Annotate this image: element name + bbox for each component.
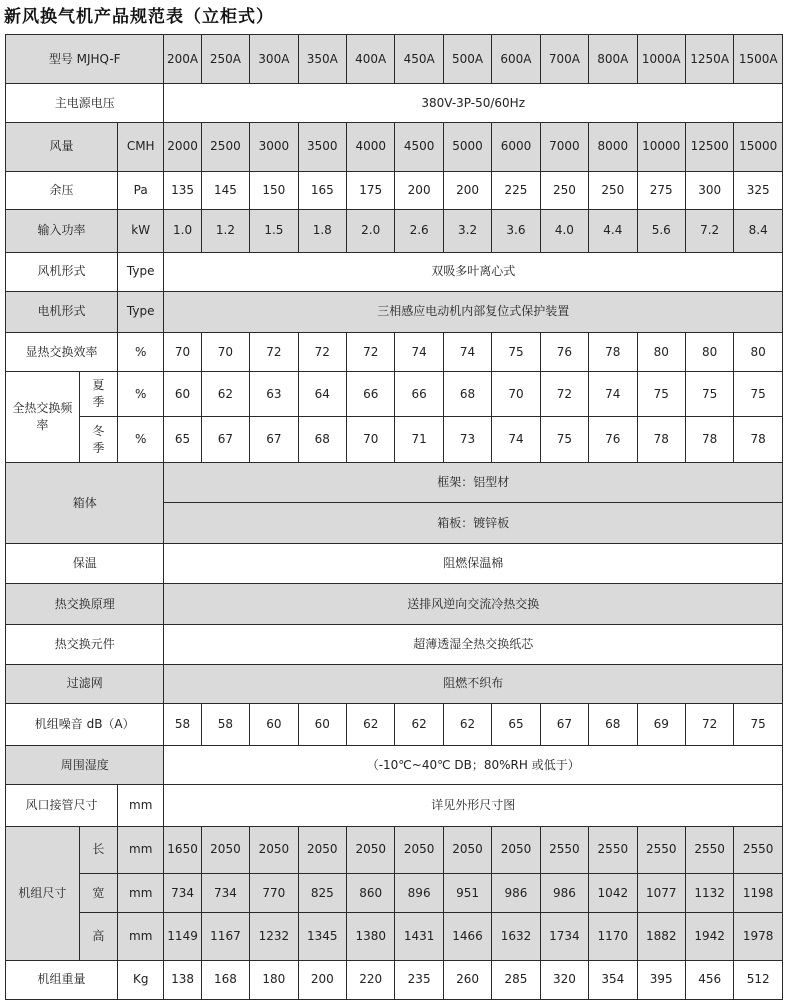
weight-unit: Kg <box>118 960 164 999</box>
summer-cell: 72 <box>540 372 588 417</box>
width-cell: 1042 <box>589 874 637 913</box>
winter-cell: 74 <box>492 417 540 462</box>
sensible-eff-cell: 80 <box>734 332 783 371</box>
height-label: 高 <box>79 913 117 960</box>
width-cell: 1132 <box>685 874 733 913</box>
length-unit: mm <box>118 826 164 873</box>
filter-value: 阻燃不织布 <box>164 664 783 703</box>
spec-table <box>5 34 783 1000</box>
width-cell: 1077 <box>637 874 685 913</box>
noise-cell: 62 <box>443 704 491 746</box>
airflow-cell: 8000 <box>589 122 637 171</box>
weight-cell: 320 <box>540 960 588 999</box>
width-cell: 734 <box>201 874 249 913</box>
height-cell: 1167 <box>201 913 249 960</box>
weight-cell: 354 <box>589 960 637 999</box>
input-power-cell: 1.8 <box>298 210 346 252</box>
exchange-element-row <box>6 624 783 664</box>
sensible-eff-row <box>6 332 783 371</box>
noise-cell: 68 <box>589 704 637 746</box>
ambient-value: （-10℃~40℃ DB；80%RH 或低于） <box>164 746 783 785</box>
total-heat-summer-row <box>6 372 783 417</box>
noise-cell: 67 <box>540 704 588 746</box>
summer-cell: 75 <box>734 372 783 417</box>
sensible-eff-cell: 75 <box>492 332 540 371</box>
input-power-cell: 7.2 <box>685 210 733 252</box>
duct-size-row <box>6 785 783 826</box>
model-cell: 1250A <box>685 35 733 84</box>
weight-cell: 168 <box>201 960 249 999</box>
static-pressure-cell: 325 <box>734 172 783 210</box>
length-cell: 1650 <box>164 826 201 873</box>
airflow-cell: 7000 <box>540 122 588 171</box>
weight-cell: 180 <box>250 960 298 999</box>
sensible-eff-cell: 80 <box>685 332 733 371</box>
width-cell: 770 <box>250 874 298 913</box>
width-cell: 986 <box>540 874 588 913</box>
input-power-row <box>6 210 783 252</box>
sensible-eff-unit: % <box>118 332 164 371</box>
winter-cell: 73 <box>443 417 491 462</box>
weight-cell: 200 <box>298 960 346 999</box>
insulation-label: 保温 <box>6 544 164 584</box>
motor-type-label: 电机形式 <box>6 291 118 332</box>
summer-cell: 64 <box>298 372 346 417</box>
summer-cell: 63 <box>250 372 298 417</box>
total-heat-label: 全热交换频率 <box>6 372 80 463</box>
noise-label: 机组噪音 dB（A） <box>6 704 164 746</box>
input-power-unit: kW <box>118 210 164 252</box>
length-cell: 2050 <box>395 826 443 873</box>
summer-cell: 60 <box>164 372 201 417</box>
duct-size-unit: mm <box>118 785 164 826</box>
width-cell: 734 <box>164 874 201 913</box>
model-cell: 500A <box>443 35 491 84</box>
sensible-eff-cell: 70 <box>201 332 249 371</box>
total-heat-winter-row <box>6 417 783 462</box>
static-pressure-row <box>6 172 783 210</box>
airflow-cell: 4000 <box>347 122 395 171</box>
noise-cell: 75 <box>734 704 783 746</box>
static-pressure-cell: 300 <box>685 172 733 210</box>
summer-cell: 66 <box>395 372 443 417</box>
length-cell: 2050 <box>492 826 540 873</box>
height-cell: 1734 <box>540 913 588 960</box>
static-pressure-cell: 250 <box>540 172 588 210</box>
casing-frame-row <box>6 462 783 502</box>
summer-cell: 62 <box>201 372 249 417</box>
static-pressure-cell: 225 <box>492 172 540 210</box>
height-cell: 1149 <box>164 913 201 960</box>
airflow-label: 风量 <box>6 122 118 171</box>
summer-cell: 75 <box>685 372 733 417</box>
winter-cell: 68 <box>298 417 346 462</box>
weight-cell: 260 <box>443 960 491 999</box>
dimensions-label: 机组尺寸 <box>6 826 80 960</box>
model-label: 型号 MJHQ-F <box>6 35 164 84</box>
input-power-cell: 2.0 <box>347 210 395 252</box>
length-cell: 2050 <box>443 826 491 873</box>
length-cell: 2550 <box>734 826 783 873</box>
input-power-cell: 4.4 <box>589 210 637 252</box>
input-power-cell: 1.0 <box>164 210 201 252</box>
height-cell: 1380 <box>347 913 395 960</box>
noise-cell: 65 <box>492 704 540 746</box>
length-cell: 2550 <box>589 826 637 873</box>
summer-cell: 66 <box>347 372 395 417</box>
static-pressure-cell: 145 <box>201 172 249 210</box>
noise-row <box>6 704 783 746</box>
airflow-cell: 3500 <box>298 122 346 171</box>
airflow-unit: CMH <box>118 122 164 171</box>
exchange-principle-row <box>6 584 783 624</box>
width-cell: 1198 <box>734 874 783 913</box>
airflow-cell: 15000 <box>734 122 783 171</box>
noise-cell: 58 <box>164 704 201 746</box>
casing-panel: 箱板：镀锌板 <box>164 503 783 544</box>
length-cell: 2050 <box>347 826 395 873</box>
exchange-principle-label: 热交换原理 <box>6 584 164 624</box>
winter-cell: 70 <box>347 417 395 462</box>
static-pressure-cell: 175 <box>347 172 395 210</box>
fan-type-label: 风机形式 <box>6 252 118 291</box>
filter-row <box>6 664 783 703</box>
static-pressure-cell: 200 <box>395 172 443 210</box>
sensible-eff-cell: 70 <box>164 332 201 371</box>
noise-cell: 72 <box>685 704 733 746</box>
static-pressure-cell: 135 <box>164 172 201 210</box>
length-cell: 2550 <box>637 826 685 873</box>
weight-cell: 395 <box>637 960 685 999</box>
casing-label: 箱体 <box>6 462 164 543</box>
airflow-cell: 6000 <box>492 122 540 171</box>
model-cell: 1000A <box>637 35 685 84</box>
noise-cell: 60 <box>298 704 346 746</box>
height-cell: 1978 <box>734 913 783 960</box>
height-unit: mm <box>118 913 164 960</box>
width-label: 宽 <box>79 874 117 913</box>
exchange-element-label: 热交换元件 <box>6 624 164 664</box>
length-cell: 2050 <box>298 826 346 873</box>
width-cell: 951 <box>443 874 491 913</box>
height-cell: 1942 <box>685 913 733 960</box>
width-cell: 986 <box>492 874 540 913</box>
airflow-cell: 3000 <box>250 122 298 171</box>
sensible-eff-cell: 76 <box>540 332 588 371</box>
dimension-width-row <box>6 874 783 913</box>
weight-cell: 220 <box>347 960 395 999</box>
ambient-row <box>6 746 783 785</box>
model-cell: 200A <box>164 35 201 84</box>
width-unit: mm <box>118 874 164 913</box>
height-cell: 1466 <box>443 913 491 960</box>
input-power-cell: 1.2 <box>201 210 249 252</box>
sensible-eff-cell: 72 <box>298 332 346 371</box>
winter-cell: 71 <box>395 417 443 462</box>
power-supply-value: 380V-3P-50/60Hz <box>164 84 783 122</box>
noise-cell: 58 <box>201 704 249 746</box>
model-cell: 600A <box>492 35 540 84</box>
weight-cell: 512 <box>734 960 783 999</box>
summer-cell: 68 <box>443 372 491 417</box>
weight-label: 机组重量 <box>6 960 118 999</box>
weight-row <box>6 960 783 999</box>
insulation-value: 阻燃保温棉 <box>164 544 783 584</box>
model-cell: 400A <box>347 35 395 84</box>
summer-cell: 70 <box>492 372 540 417</box>
model-cell: 300A <box>250 35 298 84</box>
static-pressure-unit: Pa <box>118 172 164 210</box>
noise-cell: 62 <box>395 704 443 746</box>
input-power-cell: 4.0 <box>540 210 588 252</box>
model-cell: 350A <box>298 35 346 84</box>
dimension-height-row <box>6 913 783 960</box>
exchange-principle-value: 送排风逆向交流冷热交换 <box>164 584 783 624</box>
sensible-eff-cell: 72 <box>347 332 395 371</box>
summer-cell: 74 <box>589 372 637 417</box>
model-cell: 250A <box>201 35 249 84</box>
sensible-eff-cell: 80 <box>637 332 685 371</box>
height-cell: 1431 <box>395 913 443 960</box>
length-cell: 2050 <box>250 826 298 873</box>
winter-label: 冬季 <box>79 417 117 462</box>
airflow-cell: 10000 <box>637 122 685 171</box>
filter-label: 过滤网 <box>6 664 164 703</box>
sensible-eff-label: 显热交换效率 <box>6 332 118 371</box>
width-cell: 896 <box>395 874 443 913</box>
weight-cell: 235 <box>395 960 443 999</box>
airflow-row <box>6 122 783 171</box>
input-power-label: 输入功率 <box>6 210 118 252</box>
length-cell: 2550 <box>685 826 733 873</box>
height-cell: 1345 <box>298 913 346 960</box>
winter-unit: % <box>118 417 164 462</box>
motor-type-value: 三相感应电动机内部复位式保护装置 <box>164 291 783 332</box>
width-cell: 860 <box>347 874 395 913</box>
static-pressure-label: 余压 <box>6 172 118 210</box>
static-pressure-cell: 275 <box>637 172 685 210</box>
fan-type-value: 双吸多叶离心式 <box>164 252 783 291</box>
model-cell: 800A <box>589 35 637 84</box>
power-supply-row <box>6 84 783 122</box>
winter-cell: 78 <box>637 417 685 462</box>
sensible-eff-cell: 78 <box>589 332 637 371</box>
insulation-row <box>6 544 783 584</box>
model-cell: 450A <box>395 35 443 84</box>
exchange-element-value: 超薄透湿全热交换纸芯 <box>164 624 783 664</box>
model-row <box>6 35 783 84</box>
noise-cell: 60 <box>250 704 298 746</box>
weight-cell: 456 <box>685 960 733 999</box>
summer-label: 夏季 <box>79 372 117 417</box>
static-pressure-cell: 200 <box>443 172 491 210</box>
dimension-length-row <box>6 826 783 873</box>
winter-cell: 76 <box>589 417 637 462</box>
airflow-cell: 4500 <box>395 122 443 171</box>
duct-size-value: 详见外形尺寸图 <box>164 785 783 826</box>
height-cell: 1232 <box>250 913 298 960</box>
winter-cell: 78 <box>734 417 783 462</box>
static-pressure-cell: 165 <box>298 172 346 210</box>
sensible-eff-cell: 72 <box>250 332 298 371</box>
input-power-cell: 8.4 <box>734 210 783 252</box>
winter-cell: 65 <box>164 417 201 462</box>
length-cell: 2050 <box>201 826 249 873</box>
input-power-cell: 1.5 <box>250 210 298 252</box>
width-cell: 825 <box>298 874 346 913</box>
static-pressure-cell: 150 <box>250 172 298 210</box>
airflow-cell: 2500 <box>201 122 249 171</box>
sensible-eff-cell: 74 <box>443 332 491 371</box>
fan-type-unit: Type <box>118 252 164 291</box>
airflow-cell: 2000 <box>164 122 201 171</box>
height-cell: 1632 <box>492 913 540 960</box>
motor-type-row <box>6 291 783 332</box>
weight-cell: 285 <box>492 960 540 999</box>
height-cell: 1882 <box>637 913 685 960</box>
winter-cell: 78 <box>685 417 733 462</box>
summer-unit: % <box>118 372 164 417</box>
airflow-cell: 5000 <box>443 122 491 171</box>
noise-cell: 69 <box>637 704 685 746</box>
power-supply-label: 主电源电压 <box>6 84 164 122</box>
winter-cell: 67 <box>201 417 249 462</box>
model-cell: 700A <box>540 35 588 84</box>
fan-type-row <box>6 252 783 291</box>
input-power-cell: 3.2 <box>443 210 491 252</box>
static-pressure-cell: 250 <box>589 172 637 210</box>
summer-cell: 75 <box>637 372 685 417</box>
airflow-cell: 12500 <box>685 122 733 171</box>
sensible-eff-cell: 74 <box>395 332 443 371</box>
input-power-cell: 3.6 <box>492 210 540 252</box>
noise-cell: 62 <box>347 704 395 746</box>
ambient-label: 周围湿度 <box>6 746 164 785</box>
casing-frame: 框架：铝型材 <box>164 462 783 502</box>
weight-cell: 138 <box>164 960 201 999</box>
length-label: 长 <box>79 826 117 873</box>
winter-cell: 75 <box>540 417 588 462</box>
duct-size-label: 风口接管尺寸 <box>6 785 118 826</box>
page-title: 新风换气机产品规范表（立柜式） <box>4 7 274 27</box>
model-cell: 1500A <box>734 35 783 84</box>
length-cell: 2550 <box>540 826 588 873</box>
height-cell: 1170 <box>589 913 637 960</box>
winter-cell: 67 <box>250 417 298 462</box>
input-power-cell: 2.6 <box>395 210 443 252</box>
input-power-cell: 5.6 <box>637 210 685 252</box>
motor-type-unit: Type <box>118 291 164 332</box>
